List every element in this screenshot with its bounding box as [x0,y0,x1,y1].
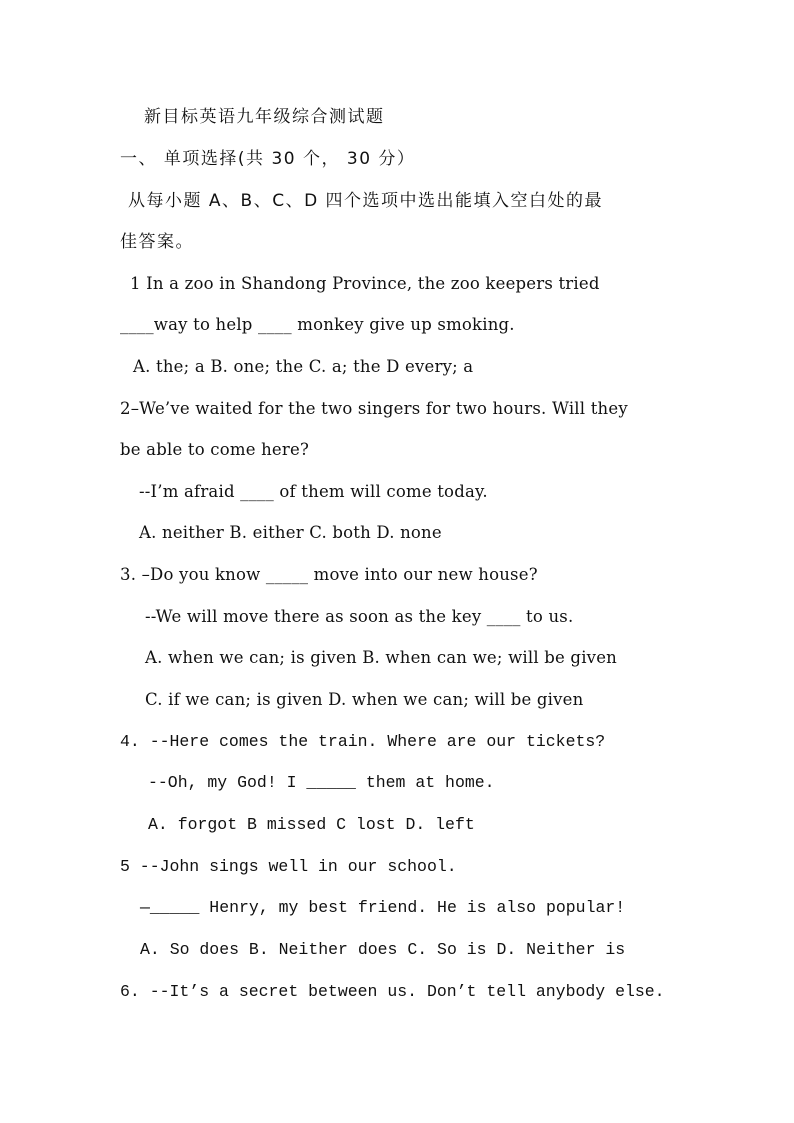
instructions-line-2: 佳答案。 [120,232,194,252]
question-3-options-2: C. if we can; is given D. when we can; will be given [145,690,584,709]
question-5-line-1: 5 --John sings well in our school. [120,857,457,876]
question-4-line-2: --Oh, my God! I _____ them at home. [148,773,495,792]
question-3-line-1: 3. –Do you know _____ move into our new house? [120,565,538,584]
question-3-options-1: A. when we can; is given B. when can we; will be given [145,648,617,667]
question-2-line-3: --I’m afraid ____ of them will come today. [139,482,488,501]
question-3-line-2: --We will move there as soon as the key ____ to us. [145,607,574,626]
question-6-line-1: 6. --It’s a secret between us. Don’t tell anybody else. [120,982,665,1001]
page-title: 新目标英语九年级综合测试题 [144,107,385,127]
instructions-line-1: 从每小题 A、B、C、D 四个选项中选出能填入空白处的最 [128,191,604,211]
question-4-line-1: 4. --Here comes the train. Where are our tickets? [120,732,606,751]
section-heading: 一、 单项选择(共 30 个， 30 分） [120,149,416,169]
question-5-options: A. So does B. Neither does C. So is D. Neither is [140,940,626,959]
question-1-line-1: 1 In a zoo in Shandong Province, the zoo keepers tried [130,274,600,293]
question-2-line-2: be able to come here? [120,440,309,459]
question-4-options: A. forgot B missed C lost D. left [148,815,475,834]
question-1-options: A. the; a B. one; the C. a; the D every; a [133,357,474,376]
question-2-line-1: 2–We’ve waited for the two singers for two hours. Will they [120,399,628,418]
question-1-line-2: ____way to help ____ monkey give up smoking. [120,315,515,334]
question-5-line-2: —_____ Henry, my best friend. He is also popular! [140,898,626,917]
question-2-options: A. neither B. either C. both D. none [139,523,442,542]
